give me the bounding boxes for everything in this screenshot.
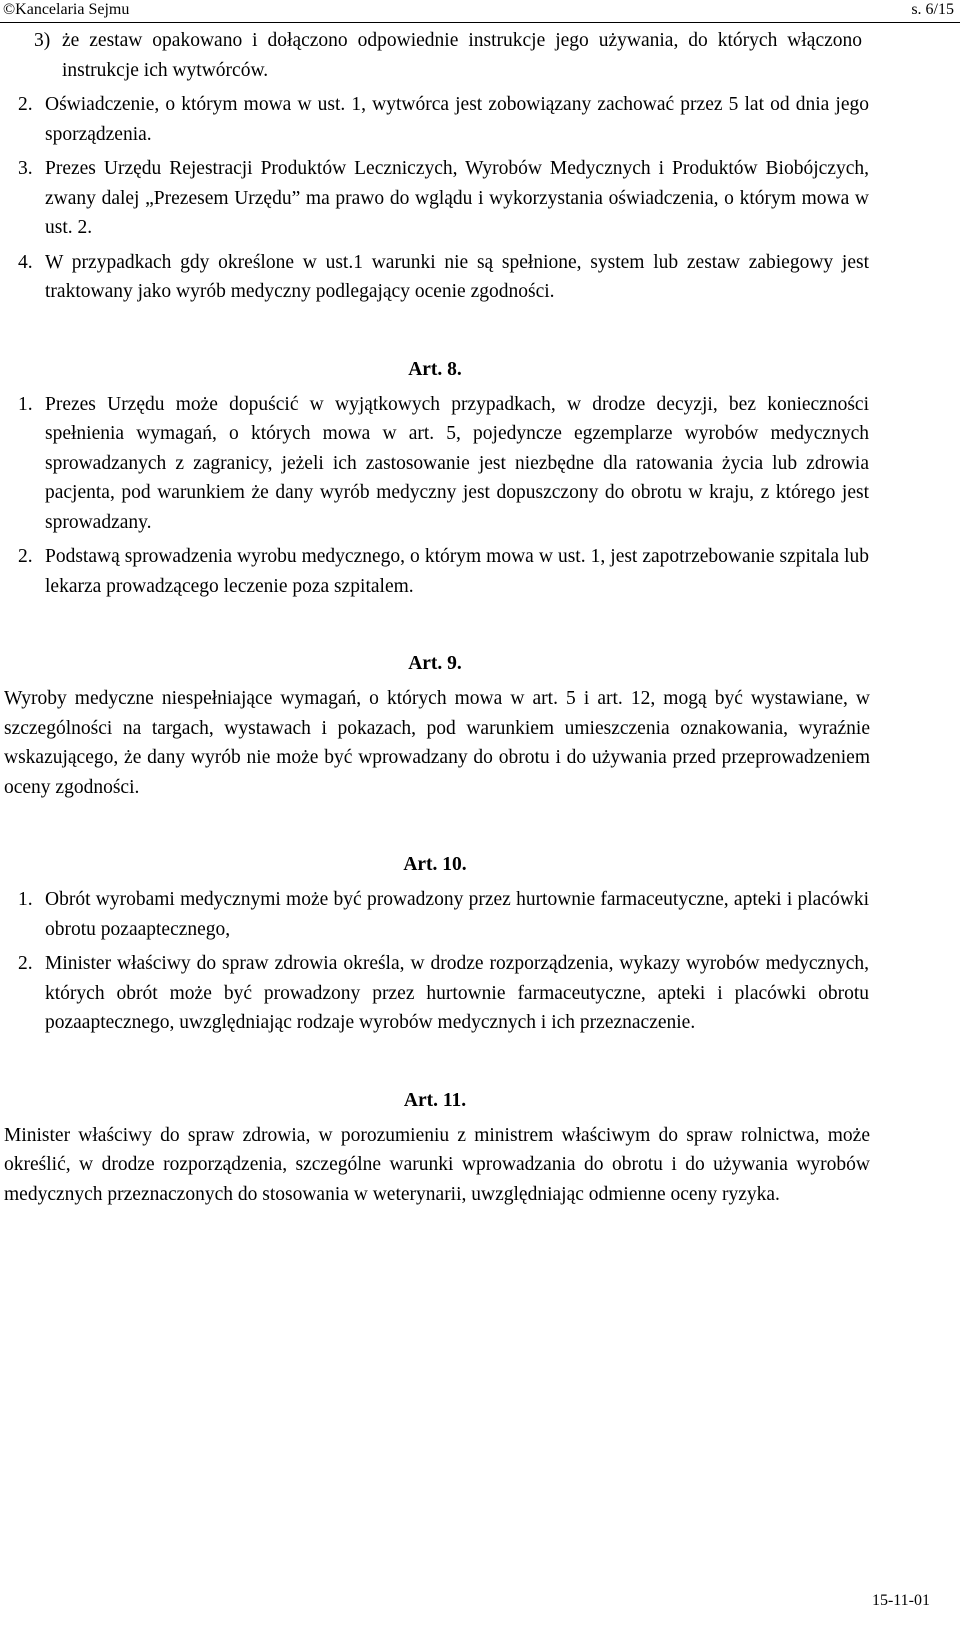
item-number: 3. <box>18 158 33 179</box>
item-number: 2. <box>18 546 33 567</box>
header-copyright: ©Kancelaria Sejmu <box>3 1 130 18</box>
list-item <box>0 949 960 1038</box>
article-heading: Art. 8. <box>408 358 462 380</box>
item-number: 3) <box>34 30 51 51</box>
list-item <box>0 248 960 307</box>
item-number: 1. <box>18 889 33 910</box>
item-text: Prezes Urzędu może dopuścić w wyjątkowych przypadkach, w drodze decyzji, bez konieczności spełnienia wymagań, o których mowa w art. 5, pojedyncze egzemplarze wyrobów medycznych sprowadzanych z zagranicy, jeżeli ich zastosowanie jest niezbędne dla ratowania życia lub zdrowia pacjenta, pod warunkiem że dany wyrób medyczny jest dopuszczony do obrotu w kraju, z którego jest sprowadzany. <box>45 393 869 533</box>
item-number: 4. <box>18 251 33 273</box>
list-item <box>0 542 960 601</box>
article-heading: Art. 9. <box>408 653 462 674</box>
list-item <box>0 885 960 944</box>
document-body <box>0 26 960 1209</box>
article-text: Minister właściwy do spraw zdrowia, w porozumieniu z ministrem właściwym do spraw rolnictwa, może określić, w drodze rozporządzenia, szczególne warunki wprowadzania do obrotu i do używania wyrobów medycznych przeznaczonych do stosowania w weterynarii, uwzględniając odmienne oceny ryzyka. <box>4 1124 870 1205</box>
article-heading: Art. 10. <box>403 854 467 875</box>
header-page-number: s. 6/15 <box>911 1 954 18</box>
list-item <box>0 26 960 85</box>
item-text: Oświadczenie, o którym mowa w ust. 1, wytwórca jest zobowiązany zachować przez 5 lat od dnia jego sporządzenia. <box>45 94 869 145</box>
list-item <box>0 90 960 149</box>
item-text: W przypadkach gdy określone w ust.1 warunki nie są spełnione, system lub zestaw zabiegowy jest traktowany jako wyrób medyczny podlegający ocenie zgodności. <box>45 251 869 302</box>
item-number: 1. <box>18 393 33 415</box>
list-item <box>0 390 960 538</box>
item-text: Obrót wyrobami medycznymi może być prowadzony przez hurtownie farmaceutyczne, apteki i placówki obrotu pozaaptecznego, <box>45 889 869 940</box>
item-text: Prezes Urzędu Rejestracji Produktów Leczniczych, Wyrobów Medycznych i Produktów Biobójczych, zwany dalej „Prezesem Urzędu” ma prawo do wglądu i wykorzystania oświadczenia, o którym mowa w ust. 2. <box>45 158 869 238</box>
list-item <box>0 154 960 243</box>
page-header <box>0 0 960 23</box>
item-text: Podstawą sprowadzenia wyrobu medycznego, o którym mowa w ust. 1, jest zapotrzebowanie szpitala lub lekarza prowadzącego leczenie poza szpitalem. <box>45 546 869 597</box>
article-text: Wyroby medyczne niespełniające wymagań, o których mowa w art. 5 i art. 12, mogą być wystawiane, w szczególności na targach, wystawach i pokazach, pod warunkiem umieszczenia oznakowania, wyraźnie wskazującego, że dany wyrób nie może być wprowadzany do obrotu i do używania przed przeprowadzeniem oceny zgodności. <box>4 688 870 798</box>
item-text: że zestaw opakowano i dołączono odpowiednie instrukcje jego używania, do których włączono instrukcje ich wytwórców. <box>62 30 862 81</box>
article-heading: Art. 11. <box>403 1089 467 1111</box>
item-text: Minister właściwy do spraw zdrowia określa, w drodze rozporządzenia, wykazy wyrobów medycznych, których obrót może być prowadzony przez hurtownie farmaceutyczne, apteki i placówki obrotu pozaaptecznego, uwzględniając rodzaje wyrobów medycznych i ich przeznaczenie. <box>45 953 869 1033</box>
item-number: 2. <box>18 94 33 115</box>
footer-date: 15-11-01 <box>871 1592 930 1609</box>
item-number: 2. <box>18 953 33 974</box>
